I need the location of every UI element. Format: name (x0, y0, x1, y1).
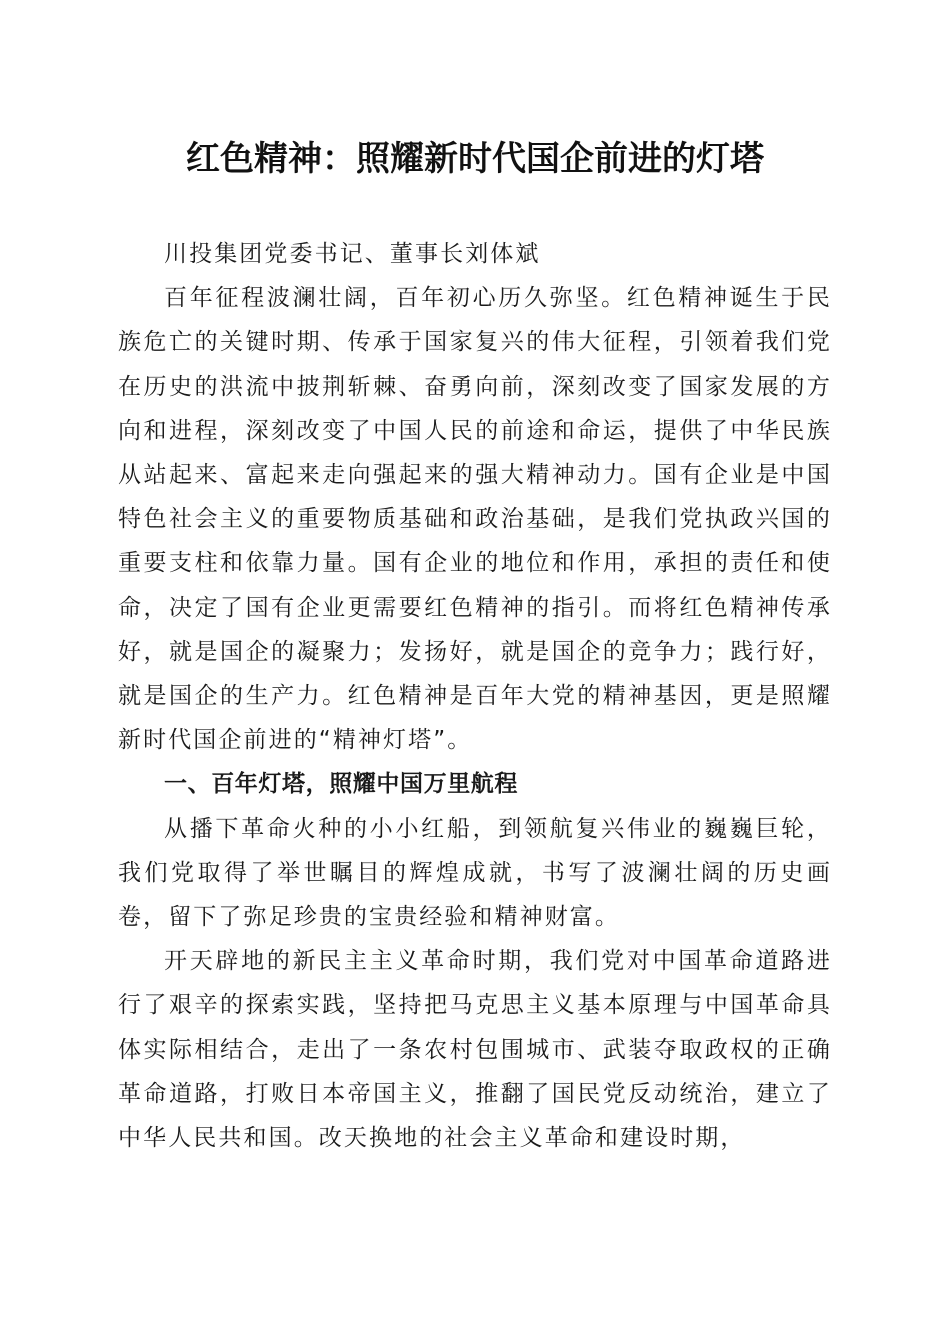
document-title: 红色精神：照耀新时代国企前进的灯塔 (186, 139, 764, 179)
document-body (118, 232, 832, 1160)
paragraph-section-1: 从播下革命火种的小小红船，到领航复兴伟业的巍巍巨轮，我们党取得了举世瞩目的辉煌成就，书写了波澜壮阔的历史画卷，留下了弥足珍贵的宝贵经验和精神财富。 (118, 815, 832, 931)
section-heading: 一、百年灯塔，照耀中国万里航程 (164, 771, 518, 798)
paragraph-intro: 百年征程波澜壮阔，百年初心历久弥坚。红色精神诞生于民族危亡的关键时期、传承于国家复兴的伟大征程，引领着我们党在历史的洪流中披荆斩棘、奋勇向前，深刻改变了国家发展的方向和进程，深刻改变了中国人民的前途和命运，提供了中华民族从站起来、富起来走向强起来的强大精神动力。国有企业是中国特色社会主义的重要物质基础和政治基础，是我们党执政兴国的重要支柱和依靠力量。国有企业的地位和作用，承担的责任和使命，决定了国有企业更需要红色精神的指引。而将红色精神传承好，就是国企的凝聚力；发扬好，就是国企的竞争力；践行好，就是国企的生产力。红色精神是百年大党的精神基因，更是照耀新时代国企前进的“精神灯塔”。 (118, 285, 832, 754)
paragraph-section-2: 开天辟地的新民主主义革命时期，我们党对中国革命道路进行了艰辛的探索实践，坚持把马克思主义基本原理与中国革命具体实际相结合，走出了一条农村包围城市、武装夺取政权的正确革命道路，打败日本帝国主义，推翻了国民党反动统治，建立了中华人民共和国。改天换地的社会主义革命和建设时期， (118, 948, 832, 1152)
author-line: 川投集团党委书记、董事长刘体斌 (164, 241, 541, 267)
